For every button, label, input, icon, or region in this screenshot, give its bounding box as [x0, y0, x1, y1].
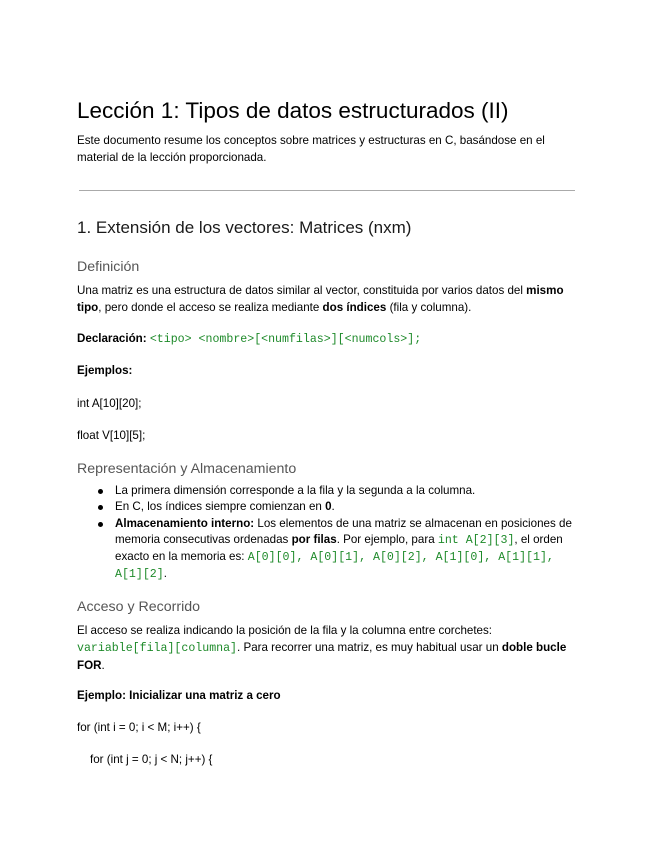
declaracion-paragraph — [77, 330, 577, 348]
list-item — [77, 483, 577, 499]
acceso-text-b: . Para recorrer una matriz, es muy habitual usar un — [237, 641, 502, 654]
subheading-acceso: Acceso y Recorrido — [77, 599, 201, 615]
acceso-text-a: El acceso se realiza indicando la posición de la fila y la columna entre corchetes: — [77, 624, 493, 637]
ejemplo-line-2: float V[10][5]; — [77, 429, 146, 442]
definicion-text-b: , pero donde el acceso se realiza mediante — [98, 301, 323, 314]
bullet-text-d: . — [163, 567, 167, 581]
code-line-2: for (int j = 0; j < N; j++) { — [90, 753, 213, 766]
subheading-definicion: Definición — [77, 259, 140, 275]
definicion-paragraph — [77, 282, 577, 316]
ejemplo-inicializar-label-paragraph — [77, 687, 577, 704]
horizontal-divider — [79, 190, 575, 191]
definicion-text-a: Una matriz es una estructura de datos similar al vector, constituida por varios datos del — [77, 284, 527, 297]
bullet-bold: 0 — [325, 500, 332, 514]
definicion-bold-a: mismo tipo — [77, 284, 564, 314]
section-heading-matrices: 1. Extensión de los vectores: Matrices (nxm) — [77, 218, 412, 237]
acceso-text-c: . — [101, 659, 105, 672]
bullet-icon — [98, 489, 103, 494]
ejemplos-label-paragraph — [77, 362, 577, 379]
bullet-text-b: . Por ejemplo, para — [336, 532, 438, 546]
bullet-icon — [98, 505, 103, 510]
bullet-icon — [98, 522, 103, 527]
declaracion-code: <tipo> <nombre>[<numfilas>][<numcols>]; — [149, 333, 422, 346]
representacion-list — [77, 483, 577, 584]
bullet-code-1: int A[2][3] — [437, 533, 515, 547]
declaracion-label: Declaración: — [77, 332, 147, 345]
list-item — [77, 516, 577, 584]
subheading-representacion: Representación y Almacenamiento — [77, 461, 297, 477]
acceso-bold: doble bucle FOR — [77, 641, 567, 672]
bullet-text-a: En C, los índices siempre comienzan en — [115, 500, 326, 514]
bullet-code-2: A[0][0], A[0][1], A[0][2], A[1][0], A[1][1], A[1][2] — [115, 551, 554, 582]
ejemplo-inicializar-label: Ejemplo: Inicializar una matriz a cero — [77, 689, 281, 702]
acceso-paragraph — [77, 622, 577, 674]
bullet-text-c: , el orden exacto en la memoria es: — [115, 532, 563, 564]
code-line-1: for (int i = 0; i < M; i++) { — [77, 721, 201, 734]
bullet-text-c: . — [331, 500, 335, 514]
bullet-bold: por filas — [291, 532, 337, 546]
list-item — [77, 499, 577, 515]
acceso-code: variable[fila][columna] — [77, 642, 238, 655]
bullet-text-a: Los elementos de una matriz se almacenan en posiciones de memoria consecutivas ordenadas — [115, 516, 572, 546]
ejemplos-label: Ejemplos: — [77, 364, 133, 377]
definicion-text-c: (fila y columna). — [386, 301, 472, 314]
intro-paragraph: Este documento resume los conceptos sobre matrices y estructuras en C, basándose en el material de la lección proporcionada. — [77, 134, 545, 164]
bullet-text: La primera dimensión corresponde a la fila y la segunda a la columna. — [115, 484, 476, 497]
ejemplo-line-1: int A[10][20]; — [77, 397, 142, 410]
bullet-label: Almacenamiento interno: — [115, 516, 255, 530]
document-title: Lección 1: Tipos de datos estructurados (II) — [77, 98, 509, 123]
definicion-bold-b: dos índices — [322, 301, 387, 314]
